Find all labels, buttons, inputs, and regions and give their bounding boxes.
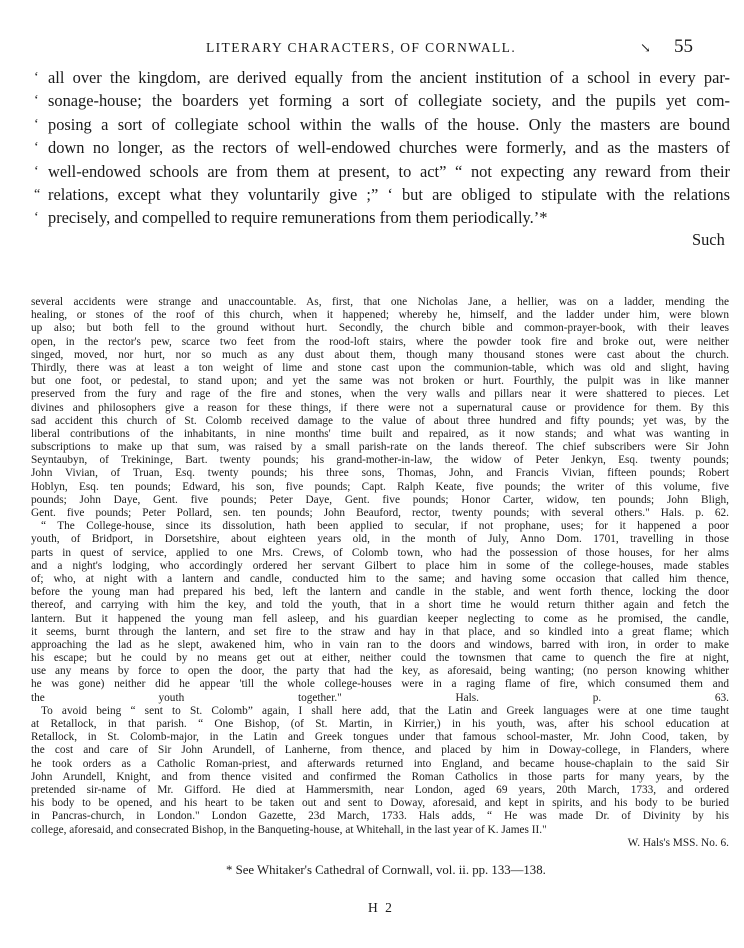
- main-line-text: precisely, and compelled to require remunerations from them periodically.’*: [48, 208, 548, 228]
- note-line: singed, moved, nor hurt, nor so much as any dust about them, though many thousand stones were cast about the church.: [31, 348, 729, 361]
- note-line: healing, or stones of the roof of this church, when it happened; whereby he, himself, and the ladder under him, were blown: [31, 309, 729, 322]
- footnote: * See Whitaker's Cathedral of Cornwall, vol. ii. pp. 133—138.: [226, 863, 546, 877]
- main-line-text: posing a sort of collegiate school within the walls of the house. Only the masters are bound: [48, 114, 730, 134]
- note-line: John Arundell, Knight, and from thence visited and confirmed the Roman Catholics in those parts for many years, by the: [31, 770, 729, 783]
- signature-mark: H 2: [368, 900, 394, 915]
- note-line: of; who, at night with a lantern and candle, conducted him to the same; and having some occasion that called him thence,: [31, 572, 729, 585]
- note-line: he was gone) neither did he appear 'till the whole college-houses were in a raging flame of fire, which consumed them and: [31, 678, 729, 691]
- note-line: use any means by force to open the door, the party that had the key, as aforesaid, being wanting; (no person knowing whither: [31, 665, 729, 678]
- note-line: several accidents were strange and unaccountable. As, first, that one Nicholas Jane, a hellier, was on a ladder, mending the: [31, 296, 729, 308]
- note-line: Seyntaubyn, of Trekininge, Bart. twenty pounds; his grand-mother-in-law, the widow of Peter Jenkyn, Esq. twenty pounds;: [31, 454, 729, 467]
- running-head: [0, 36, 744, 60]
- note-line: sad accident this church of St. Colomb received damage to the value of about three hundred and fifty pounds; yet was, by the: [31, 414, 729, 427]
- note-source-citation: W. Hals's MSS. No. 6.: [627, 836, 729, 849]
- note-line: the youth together." Hals. p. 63.: [31, 691, 729, 704]
- note-line: approaching the lad as he slept, awakened him, who in vain ran to the doors and windows, barred with iron, in order to make: [31, 638, 729, 651]
- note-line: Thirdly, there was at least a ton weight of lime and stone cast upon the communion-table, which was old and slight, having: [31, 361, 729, 374]
- main-text-line: [34, 66, 730, 89]
- note-line: “ The College-house, since its dissolution, hath been applied to secular, if not prophane, uses; for it happened a poor: [41, 520, 729, 533]
- note-line: youth, of Bridport, in Dorsetshire, about eighteen years old, in the month of July, Anno Dom. 1701, travelling in those: [31, 533, 729, 546]
- note-line: the cost and care of Sir John Arundell, of Lanherne, from thence, and placed by him in Doway-college, in Flanders, where: [31, 744, 729, 757]
- main-line-text: relations, except what they voluntarily give ;” ‘ but are obliged to stipulate with the relations: [48, 184, 730, 204]
- note-line: up also; but both fell to the ground without hurt. Secondly, the church bible and common-prayer-book, with their leaves: [31, 322, 729, 335]
- quote-mark: ‘: [34, 116, 39, 132]
- running-title: LITERARY CHARACTERS, OF CORNWALL.: [206, 40, 517, 55]
- main-text-line: [34, 113, 730, 136]
- note-line: before the young man had prepared his bed, left the lantern and candle in the stable, and went forth thence, locking the door: [31, 586, 729, 599]
- note-line: his escape; but he could by no means get out at either, neither could the townsmen that came to quench the fire at night,: [31, 652, 729, 665]
- main-line-text: all over the kingdom, are derived equally from the ancient institution of a school in every par-: [48, 68, 730, 87]
- quote-mark: ‘: [34, 163, 39, 179]
- quote-mark: ‘: [34, 93, 39, 109]
- main-text-line: [34, 160, 730, 183]
- note-line: divines and philosophers give a reason for these things, if there were not a supernatural cause or providence for them. By this: [31, 401, 729, 414]
- note-line: but one foot, or pedestal, to stand upon; and yet the same was not broken or hurt. Fourthly, the pulpit was in like manner: [31, 375, 729, 388]
- note-line: and a night's lodging, who accordingly ordered her servant Gilbert to place him in some of the college-houses, made stables: [31, 559, 729, 572]
- note-line: parts in quest of service, applied to one Mrs. Crews, of Colomb town, who had the possession of those houses, for her alms: [31, 546, 729, 559]
- note-line: Retallock, in St. Colomb-major, in the Latin and Greek tongues under that famous school-master, Mr. John Cood, taken, by: [31, 731, 729, 744]
- note-line: preserved from the fury and rage of the fire and stones, when the very walls and pillars near it were shattered to pieces. Let: [31, 388, 729, 401]
- printer-mark: ↘: [640, 40, 651, 55]
- note-line: it seems, burnt through the lantern, and set fire to the straw and hay in that place, and so kindled into a great flame; which: [31, 625, 729, 638]
- main-text-line: [34, 136, 730, 159]
- note-line: his body to be opened, and his heart to be taken out and sent to Doway, aforesaid, and kept in spirits, and his body to be buried: [31, 797, 729, 810]
- main-line-text: sonage-house; the boarders yet forming a sort of collegiate society, and the pupils yet com-: [48, 91, 730, 111]
- quote-mark: “: [34, 186, 41, 202]
- quote-mark: ‘: [34, 140, 39, 156]
- note-line: thereof, and carrying with him the key, and told the youth, that in a short time he would return thither again and fetch the: [31, 599, 729, 612]
- note-line: in Pancras-church, in London." London Gazette, 23d March, 1733. Hals adds, “ He was made Dr. of Divinity by his: [31, 810, 729, 823]
- quote-mark: ‘: [34, 70, 39, 85]
- catchword: Such: [692, 230, 725, 249]
- note-line: John Vivian, of Truan, Esq. twenty pounds; his three sons, Thomas, John, and Francis Vivian, fifteen pounds; Robert: [31, 467, 729, 480]
- note-line: Hoblyn, Esq. ten pounds; Edward, his son, five pounds; Capt. Ralph Keate, five pounds; the writer of this volume, five: [31, 480, 729, 493]
- main-text-line: [34, 89, 730, 112]
- note-line: liberal contributions of the inhabitants, in nine months' time built and repaired, as it now stands; and what was wanting in: [31, 427, 729, 440]
- note-line: college, aforesaid, and consecrated Bishop, in the Banqueting-house, at Whitehall, in the last year of K. James II.": [31, 823, 547, 836]
- main-quotation: [34, 66, 730, 230]
- note-line: he took orders as a Catholic Roman-priest, and afterwards returned into England, and became house-chaplain to the said Sir: [31, 757, 729, 770]
- note-line: at Retallock, in that parish. “ One Bishop, (of St. Martin, in Kirrier,) in his youth, was, after his school education at: [31, 718, 729, 730]
- note-line: pounds; John Daye, Gent. five pounds; Peter Daye, Gent. five pounds; Honor Carter, widow, ten pounds; John Bligh,: [31, 493, 729, 506]
- page-number: 55: [674, 36, 693, 57]
- main-text-line: [34, 206, 730, 229]
- note-line: lantern. But it happened the young man fell asleep, and his guardian keeper neglecting to come as he promised, the candle,: [31, 612, 729, 625]
- footnote-continuation: [31, 296, 729, 850]
- main-line-text: well-endowed schools are from them at present, to act” “ not expecting any reward from their: [48, 161, 730, 181]
- note-line: Gent. five pounds; Peter Pollard, sen. ten pounds; John Beauford, rector, twenty pounds; with several others." Hals. p. 62.: [31, 507, 729, 519]
- note-line: pretended sir-name of Mr. Gifford. He died at Hammersmith, near London, aged 69 years, 20th March, 1733, and ordered: [31, 783, 729, 796]
- main-line-text: down no longer, as the rectors of well-endowed churches were formerly, and as the masters of: [48, 138, 730, 158]
- main-text-line: [34, 183, 730, 206]
- note-line: open, in the rector's pew, scarce two feet from the rood-loft stairs, where the powder took fire and broke out, were neither: [31, 335, 729, 348]
- quote-mark: ‘: [34, 210, 39, 226]
- note-line: To avoid being “ sent to St. Colomb” again, I shall here add, that the Latin and Greek languages were at one time taught: [41, 704, 729, 717]
- note-line: subscriptions to make up that sum, was raised by a small parish-rate on the lands thereof. The chief subscribers were Sir John: [31, 441, 729, 454]
